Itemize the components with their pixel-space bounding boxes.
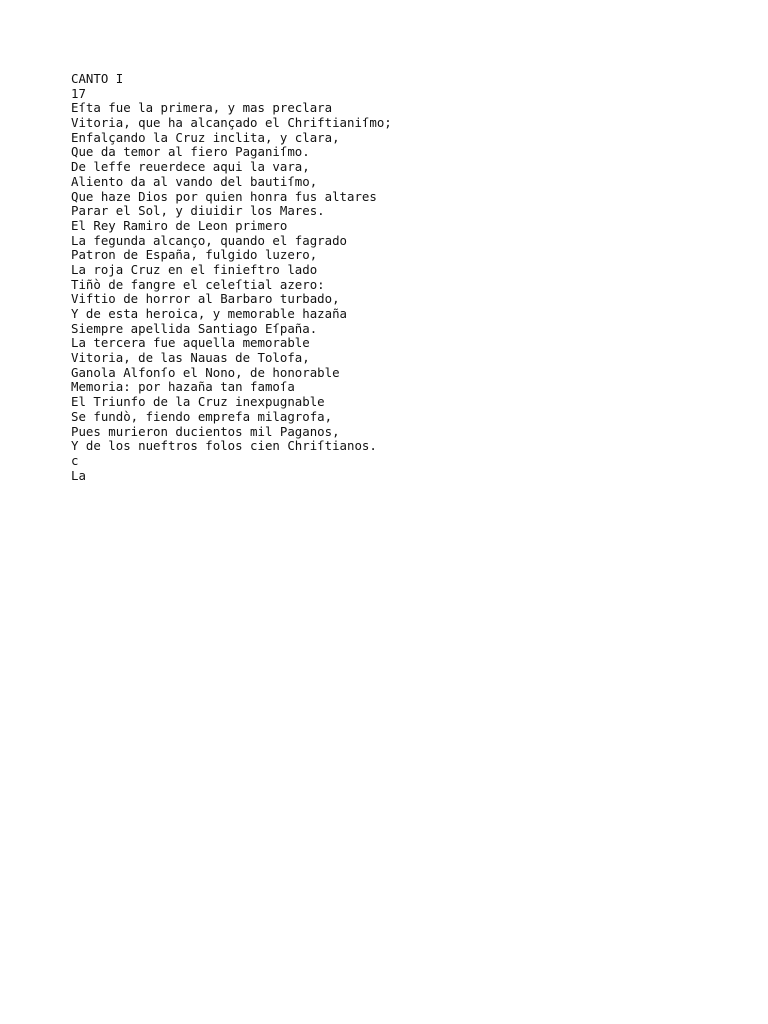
verse-line: De leffe reuerdece aqui la vara, (71, 159, 310, 175)
running-header: CANTO I (71, 71, 124, 86)
stanza-3 (71, 336, 711, 454)
verse-line: El Triunfo de la Cruz inexpugnable (71, 394, 325, 410)
verse-line: Eſta fue la primera, y mas preclara (71, 100, 333, 116)
verse-line: Que da temor al fiero Paganiſmo. (71, 144, 310, 160)
catchword: La (71, 467, 86, 483)
verse-line: Memoria: por hazaña tan famoſa (71, 379, 295, 395)
verse-line: El Rey Ramiro de Leon primero (71, 217, 288, 233)
document-page (71, 72, 711, 483)
verse-line: Y de los nueftros folos cien Chriſtianos. (71, 438, 377, 454)
verse-line: Se fundò, fiendo emprefa milagrofa, (71, 408, 333, 424)
verse-line: Parar el Sol, y diuidir los Mares. (71, 203, 325, 219)
verse-line: Patron de España, fulgido luzero, (71, 247, 318, 263)
verse-line: Siempre apellida Santiago Eſpaña. (71, 320, 318, 336)
verse-line: La fegunda alcanço, quando el fagrado (71, 232, 348, 248)
verse-line: Pues murieron ducientos mil Paganos, (71, 423, 340, 439)
verse-line: Viftio de horror al Barbaro turbado, (71, 291, 340, 307)
verse-line: Tiñò de fangre el celeſtial azero: (71, 276, 325, 292)
verse-line: La tercera fue aquella memorable (71, 335, 310, 351)
page-number: 17 (71, 85, 86, 101)
verse-line: Aliento da al vando del bautiſmo, (71, 173, 318, 189)
verse-line: La roja Cruz en el finieftro lado (71, 261, 318, 277)
verse-line: Y de esta heroica, y memorable hazaña (71, 306, 348, 321)
verse-line: Vitoria, de las Nauas de Tolofa, (71, 350, 310, 366)
verse-line: Que haze Dios por quien honra fus altares (71, 188, 377, 204)
signature-mark: c (71, 452, 79, 468)
verse-line: Ganola Alfonſo el Nono, de honorable (71, 364, 340, 380)
verse-line: Enfalçando la Cruz inclita, y clara, (71, 129, 340, 145)
stanza-1 (71, 101, 711, 219)
verse-line: Vitoria, que ha alcançado el Chriftianiſmo; (71, 115, 392, 131)
stanza-2 (71, 219, 711, 337)
